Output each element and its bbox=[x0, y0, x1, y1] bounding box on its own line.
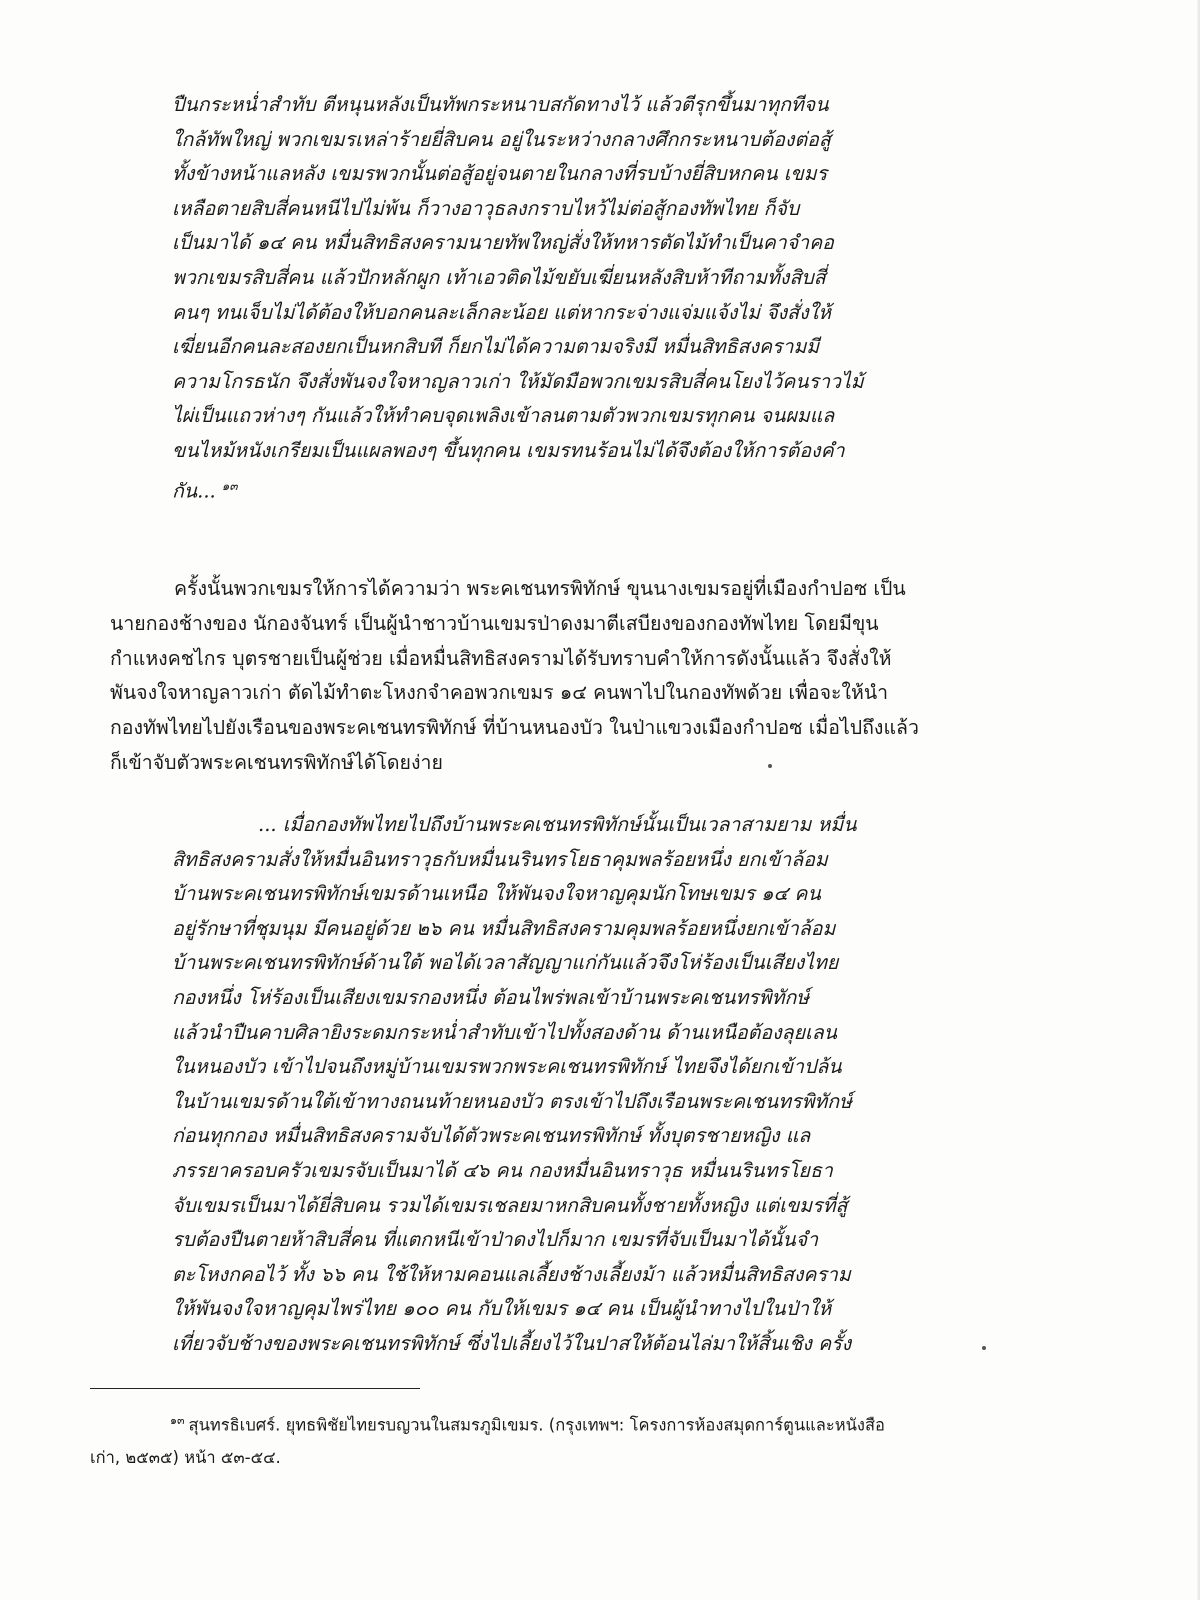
scan-speck bbox=[768, 764, 772, 768]
footnote-reference: ๑๓ bbox=[221, 478, 238, 493]
quote-line: ในหนองบัว เข้าไปจนถึงหมู่บ้านเขมรพวกพระคเชนทรพิทักษ์ ไทยจึงได้ยกเข้าปล้น bbox=[172, 1055, 842, 1079]
quote-line: เที่ยวจับช้างของพระคเชนทรพิทักษ์ ซึ่งไปเลี้ยงไว้ในปาสให้ต้อนไล่มาให้สิ้นเชิง ครั้ง bbox=[172, 1331, 852, 1355]
quote-line: บ้านพระคเชนทรพิทักษ์เขมรด้านเหนือ ให้พันจงใจหาญคุมนักโทษเขมร ๑๔ คน bbox=[172, 882, 821, 906]
paragraph-line: กองทัพไทยไปยังเรือนของพระคเชนทรพิทักษ์ ที่บ้านหนองบัว ในป่าแขวงเมืองกำปอซ เมื่อไปถึงแล้ว bbox=[110, 716, 919, 740]
quote-line: ตะโหงกคอไว้ ทั้ง ๖๖ คน ใช้ให้หามคอนแลเลี้ยงช้างเลี้ยงม้า แล้วหมื่นสิทธิสงคราม bbox=[172, 1262, 851, 1286]
quote-line: ให้พันจงใจหาญคุมไพร่ไทย ๑๐๐ คน กับให้เขมร ๑๔ คน เป็นผู้นำทางไปในป่าให้ bbox=[172, 1297, 832, 1321]
footnote-mark: ๑๓ bbox=[170, 1414, 185, 1427]
quote-line: ใกล้ทัพใหญ่ พวกเขมรเหล่าร้ายยี่สิบคน อยู่ในระหว่างกลางศึกกระหนาบต้องต่อสู้ bbox=[172, 127, 831, 151]
quote-line: ทั้งข้างหน้าแลหลัง เขมรพวกนั้นต่อสู้อยู่จนตายในกลางที่รบบ้างยี่สิบหกคน เขมร bbox=[172, 162, 828, 186]
paragraph-line: นายกองช้างของ นักองจันทร์ เป็นผู้นำชาวบ้านเขมรป่าดงมาตีเสบียงของกองทัพไทย โดยมีขุน bbox=[110, 611, 879, 635]
quote-line: กองหนึ่ง โห่ร้องเป็นเสียงเขมรกองหนึ่ง ต้อนไพร่พลเข้าบ้านพระคเชนทรพิทักษ์ bbox=[172, 985, 810, 1009]
quote-line: ภรรยาครอบครัวเขมรจับเป็นมาได้ ๔๖ คน กองหมื่นอินทราวุธ หมื่นนรินทรโยธา bbox=[172, 1158, 833, 1182]
footnote-line: เก่า, ๒๕๓๕) หน้า ๕๓-๕๔. bbox=[90, 1447, 281, 1467]
paragraph-line: ก็เข้าจับตัวพระคเชนทรพิทักษ์ได้โดยง่าย bbox=[110, 750, 443, 774]
quote-line: ไผ่เป็นแถวห่างๆ กันแล้วให้ทำคบจุดเพลิงเข้าลนตามตัวพวกเขมรทุกคน จนผมแล bbox=[172, 404, 835, 428]
quote-line: คนๆ ทนเจ็บไม่ได้ต้องให้บอกคนละเล็กละน้อย แต่หากระจ่างแจ่มแจ้งไม่ จึงสั่งให้ bbox=[172, 300, 831, 324]
quote-line: แล้วนำปืนคาบศิลายิงระดมกระหน่ำสำทับเข้าไปทั้งสองด้าน ด้านเหนือต้องลุยเลน bbox=[172, 1020, 837, 1044]
body-paragraph bbox=[110, 572, 1050, 781]
quote-line: พวกเขมรสิบสี่คน แล้วปักหลักผูก เท้าเอวติดไม้ขยับเฆี่ยนหลังสิบห้าทีถามทั้งสิบสี่ bbox=[172, 265, 826, 289]
quote-line: สิทธิสงครามสั่งให้หมื่นอินทราวุธกับหมื่นนรินทรโยธาคุมพลร้อยหนึ่ง ยกเข้าล้อม bbox=[172, 847, 828, 871]
quote-line: ในบ้านเขมรด้านใต้เข้าทางถนนท้ายหนองบัว ตรงเข้าไปถึงเรือนพระคเชนทรพิทักษ์ bbox=[172, 1089, 852, 1113]
quote-line: เฆี่ยนอีกคนละสองยกเป็นหกสิบที ก็ยกไม่ได้ความตามจริงมี หมื่นสิทธิสงครามมี bbox=[172, 335, 820, 359]
quote-line: ... เมื่อกองทัพไทยไปถึงบ้านพระคเชนทรพิทักษ์นั้นเป็นเวลาสามยาม หมื่น bbox=[258, 813, 857, 836]
block-quote-2 bbox=[172, 808, 1012, 1362]
quote-line-last bbox=[172, 469, 1012, 504]
footnote-line bbox=[90, 1405, 1050, 1442]
scan-speck bbox=[982, 1346, 986, 1350]
block-quote-1 bbox=[172, 88, 1012, 503]
quote-line: บ้านพระคเชนทรพิทักษ์ด้านใต้ พอได้เวลาสัญญาแก่กันแล้วจึงโห่ร้องเป็นเสียงไทย bbox=[172, 951, 839, 975]
quote-line: ก่อนทุกกอง หมื่นสิทธิสงครามจับได้ตัวพระคเชนทรพิทักษ์ ทั้งบุตรชายหญิง แล bbox=[172, 1124, 811, 1148]
paragraph-line: กำแหงคชไกร บุตรชายเป็นผู้ช่วย เมื่อหมื่นสิทธิสงครามได้รับทราบคำให้การดังนั้นแล้ว จึงสั่งให้ bbox=[110, 646, 892, 670]
quote-line: ความโกรธนัก จึงสั่งพันจงใจหาญลาวเก่า ให้มัดมือพวกเขมรสิบสี่คนโยงไว้คนราวไม้ bbox=[172, 369, 864, 393]
quote-line: เหลือตายสิบสี่คนหนีไปไม่พ้น ก็วางอาวุธลงกราบไหว้ไม่ต่อสู้กองทัพไทย ก็จับ bbox=[172, 196, 800, 220]
quote-line: อยู่รักษาที่ชุมนุม มีคนอยู่ด้วย ๒๖ คน หมื่นสิทธิสงครามคุมพลร้อยหนึ่งยกเข้าล้อม bbox=[172, 916, 836, 940]
paragraph-line: พันจงใจหาญลาวเก่า ตัดไม้ทำตะโหงกจำคอพวกเขมร ๑๔ คนพาไปในกองทัพด้วย เพื่อจะให้นำ bbox=[110, 681, 889, 705]
quote-line: ขนไหม้หนังเกรียมเป็นแผลพองๆ ขึ้นทุกคน เขมรทนร้อนไม่ได้จึงต้องให้การต้องคำ bbox=[172, 438, 845, 462]
quote-line-text: กัน... bbox=[172, 479, 216, 503]
footnote bbox=[90, 1405, 1050, 1474]
quote-line: เป็นมาได้ ๑๔ คน หมื่นสิทธิสงครามนายทัพใหญ่สั่งให้ทหารตัดไม้ทำเป็นคาจำคอ bbox=[172, 231, 834, 255]
paragraph-line: ครั้งนั้นพวกเขมรให้การได้ความว่า พระคเชนทรพิทักษ์ ขุนนางเขมรอยู่ที่เมืองกำปอซ เป็น bbox=[174, 577, 906, 600]
quote-line: รบต้องปืนตายห้าสิบสี่คน ที่แตกหนีเข้าป่าดงไปก็มาก เขมรที่จับเป็นมาได้นั้นจำ bbox=[172, 1228, 819, 1252]
quote-line: ปืนกระหน่ำสำทับ ตีหนุนหลังเป็นทัพกระหนาบสกัดทางไว้ แล้วตีรุกขึ้นมาทุกทีจน bbox=[172, 93, 829, 116]
quote-line: จับเขมรเป็นมาได้ยี่สิบคน รวมได้เขมรเชลยมาหกสิบคนทั้งชายทั้งหญิง แต่เขมรที่สู้ bbox=[172, 1193, 848, 1217]
footnote-divider bbox=[90, 1388, 420, 1389]
footnote-text: สุนทรธิเบศร์. ยุทธพิชัยไทยรบญวนในสมรภูมิเขมร. (กรุงเทพฯ: โครงการห้องสมุดการ์ตูนและหนังสือ bbox=[188, 1415, 885, 1435]
